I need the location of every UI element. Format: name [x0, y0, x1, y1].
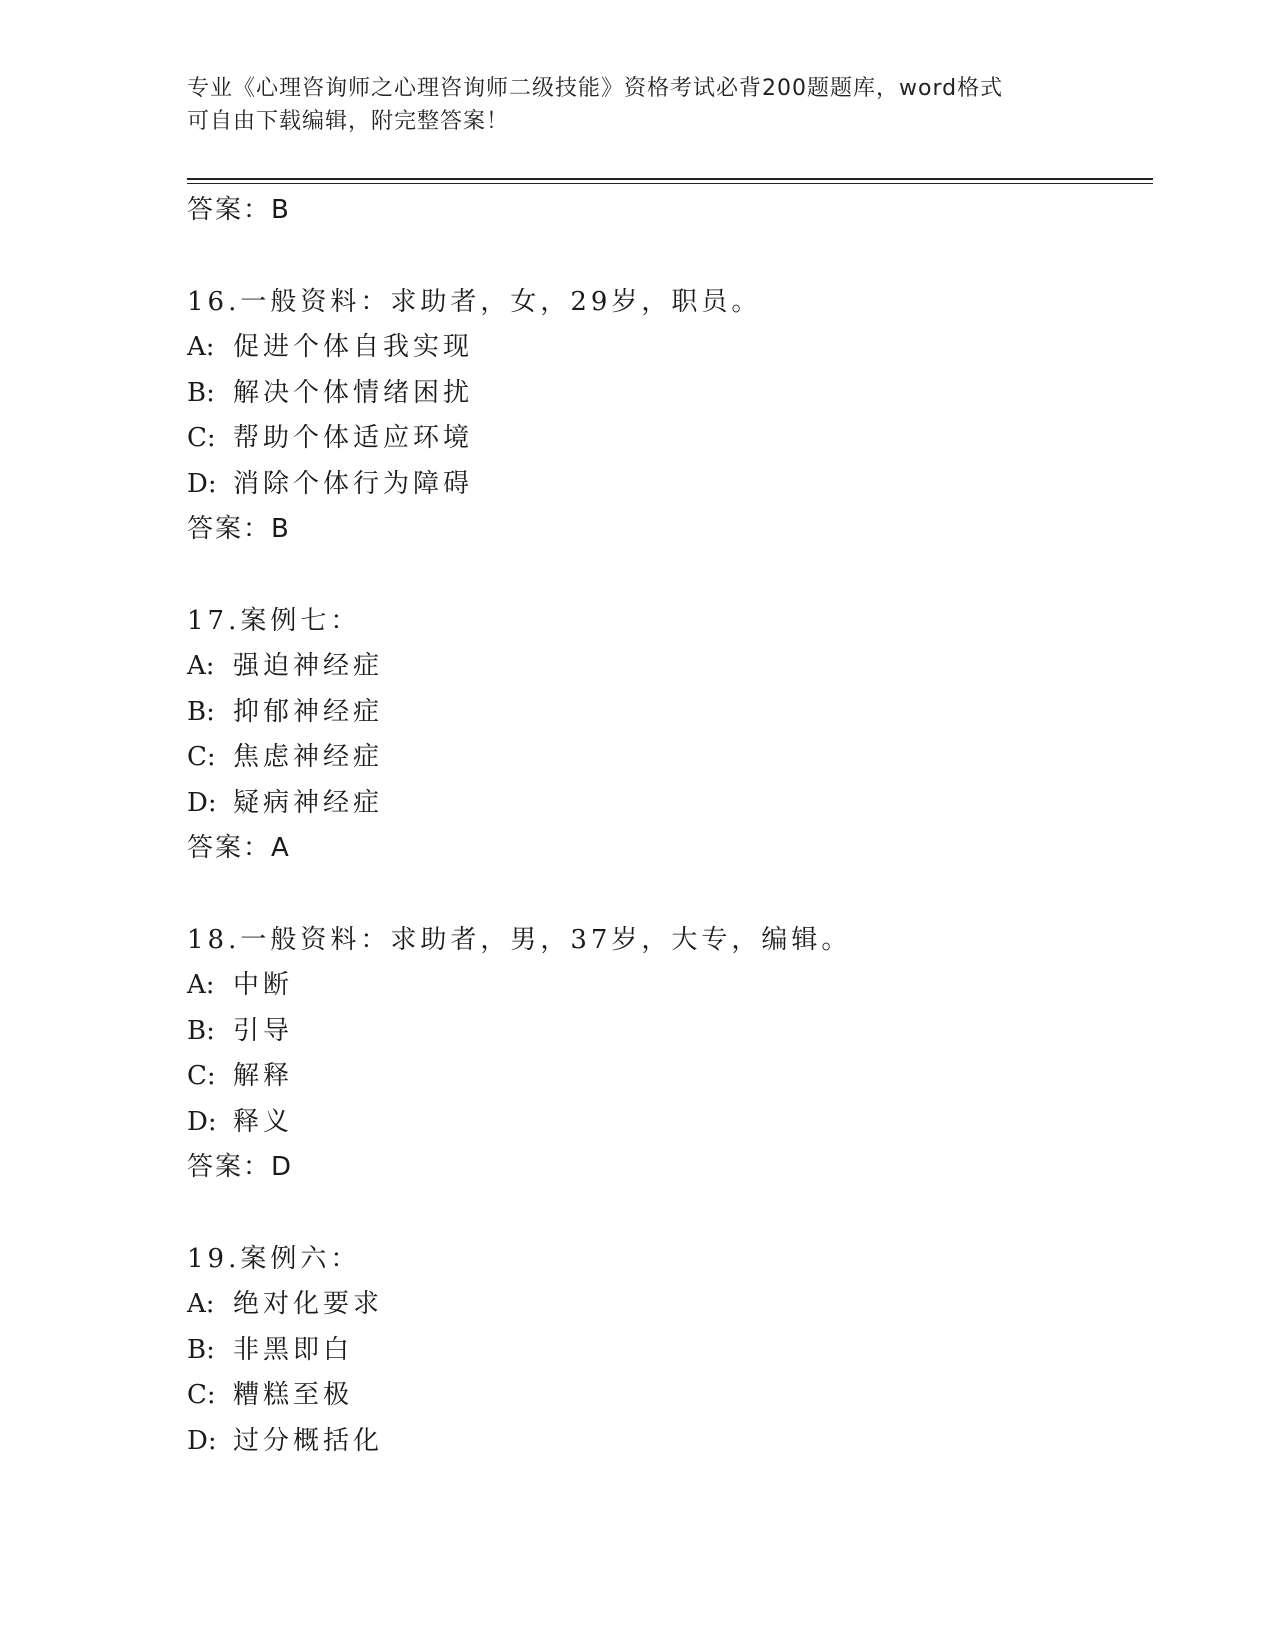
spacer	[187, 234, 1147, 280]
option-d	[187, 1100, 1147, 1146]
option-key: D:	[187, 468, 217, 499]
option-key: C:	[187, 742, 216, 772]
answer-line: 答案：D	[187, 1152, 294, 1182]
option-a	[187, 644, 1147, 690]
option-key: A:	[187, 332, 215, 362]
document-header	[187, 72, 1087, 138]
option-key: C:	[187, 1380, 216, 1410]
spacer	[187, 1191, 1147, 1237]
option-a	[187, 325, 1147, 371]
option-text: 强迫神经症	[233, 651, 384, 681]
option-text: 抑郁神经症	[233, 696, 384, 727]
question-stem: 16.一般资料：求助者，女，29岁，职员。	[187, 286, 762, 317]
option-key: D:	[187, 1106, 217, 1137]
option-c	[187, 1373, 1147, 1419]
option-text: 焦虑神经症	[233, 742, 384, 772]
option-text: 中断	[233, 970, 294, 1000]
option-text: 解释	[233, 1061, 294, 1091]
question-stem: 17.案例七：	[187, 605, 361, 636]
option-key: C:	[187, 423, 216, 453]
option-key: B:	[187, 1015, 215, 1046]
header-line-1: 专业《心理咨询师之心理咨询师二级技能》资格考试必背200题题库，word格式	[187, 76, 1004, 101]
option-d	[187, 1419, 1147, 1465]
option-b	[187, 690, 1147, 736]
option-a	[187, 1282, 1147, 1328]
option-b	[187, 1328, 1147, 1374]
option-key: A:	[187, 651, 215, 681]
spacer	[187, 872, 1147, 918]
option-c	[187, 1054, 1147, 1100]
header-line-2: 可自由下载编辑，附完整答案！	[187, 109, 510, 134]
option-key: A:	[187, 970, 215, 1000]
question-stem: 18.一般资料：求助者，男，37岁，大专，编辑。	[187, 924, 852, 955]
option-c	[187, 735, 1147, 781]
option-d	[187, 781, 1147, 827]
option-key: C:	[187, 1061, 216, 1091]
question-list	[187, 188, 1147, 1464]
option-a	[187, 963, 1147, 1009]
option-text: 疑病神经症	[233, 787, 384, 818]
option-b	[187, 371, 1147, 417]
header-divider-thin	[187, 183, 1153, 184]
answer-line: 答案：A	[187, 833, 291, 863]
option-text: 引导	[233, 1015, 294, 1046]
option-text: 帮助个体适应环境	[233, 423, 474, 453]
option-text: 绝对化要求	[233, 1289, 384, 1319]
option-key: B:	[187, 377, 215, 408]
option-key: D:	[187, 1425, 217, 1456]
option-c	[187, 416, 1147, 462]
spacer	[187, 553, 1147, 599]
option-text: 糟糕至极	[233, 1380, 354, 1410]
answer-line: 答案：B	[187, 195, 291, 225]
option-d	[187, 462, 1147, 508]
option-key: B:	[187, 696, 215, 727]
option-text: 释义	[233, 1106, 294, 1137]
option-text: 解决个体情绪困扰	[233, 377, 474, 408]
option-key: A:	[187, 1289, 215, 1319]
option-key: D:	[187, 787, 217, 818]
question-stem: 19.案例六：	[187, 1243, 361, 1274]
option-key: B:	[187, 1334, 215, 1365]
option-text: 促进个体自我实现	[233, 332, 474, 362]
option-text: 非黑即白	[233, 1334, 354, 1365]
answer-line: 答案：B	[187, 514, 291, 544]
option-text: 消除个体行为障碍	[233, 468, 474, 499]
header-divider-thick	[187, 178, 1153, 180]
option-text: 过分概括化	[233, 1425, 384, 1456]
option-b	[187, 1009, 1147, 1055]
